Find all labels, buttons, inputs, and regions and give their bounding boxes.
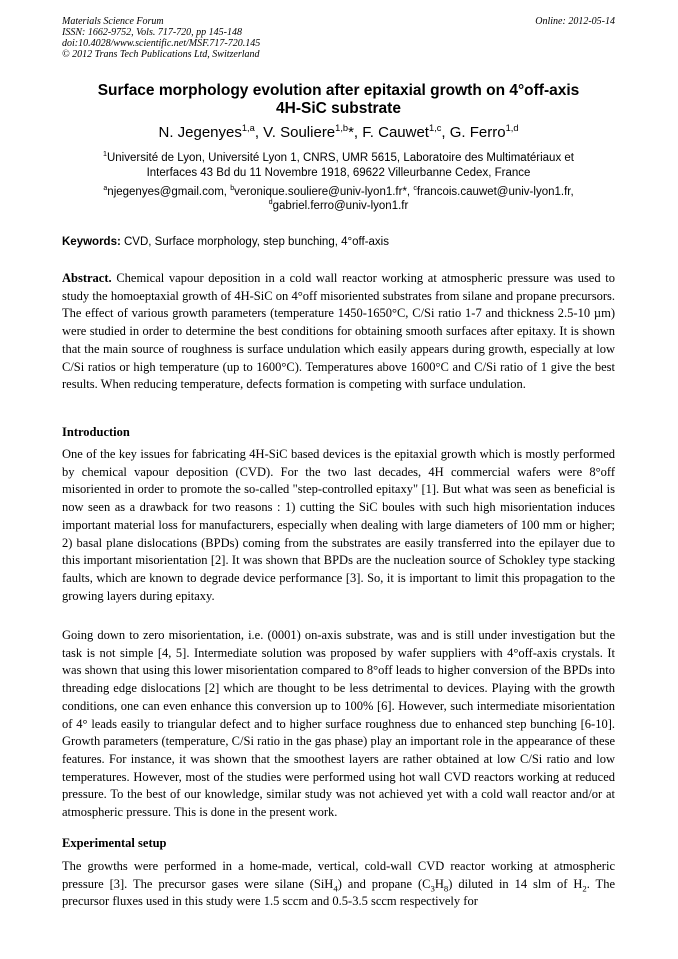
email-c[interactable]: francois.cauwet@univ-lyon1.fr,: [416, 186, 574, 198]
abstract-label: Abstract.: [62, 271, 117, 285]
doi-line: doi:10.4028/www.scientific.net/MSF.717-720.145: [62, 38, 261, 49]
paper-title: [62, 82, 615, 118]
keywords-text: CVD, Surface morphology, step bunching, 4°off-axis: [120, 236, 389, 248]
affiliation-number: 1: [103, 150, 107, 159]
email-a[interactable]: njegenyes@gmail.com,: [107, 186, 231, 198]
text-run: ) diluted in 14 slm of H: [448, 876, 583, 891]
section-heading-introduction: Introduction: [62, 425, 130, 439]
text-run: H: [434, 876, 444, 891]
subscript: 3: [430, 883, 435, 894]
subscript: 8: [443, 883, 449, 894]
paragraph: [62, 858, 615, 911]
corresponding-mark: *,: [348, 124, 363, 141]
email-d[interactable]: gabriel.ferro@univ-lyon1.fr: [272, 200, 409, 212]
author-2-affil: 1,b: [335, 123, 349, 133]
email-a-mark: a: [103, 184, 108, 193]
journal-header: [62, 16, 615, 60]
text-run: ) and propane (C: [337, 876, 431, 891]
title-line-2: 4H-SiC substrate: [276, 100, 401, 117]
subscript: 2: [582, 883, 587, 894]
email-d-mark: d: [268, 198, 273, 207]
keywords: [62, 235, 615, 249]
email-b[interactable]: veronique.souliere@univ-lyon1.fr*,: [234, 186, 414, 198]
online-date: Online: 2012-05-14: [535, 16, 615, 27]
text-run: . The precursor fluxes used in this study were 1.5 sccm and 0.5-3.5 sccm respectively for: [62, 876, 615, 909]
author-list: [62, 124, 615, 142]
issn-line: ISSN: 1662-9752, Vols. 717-720, pp 145-148: [62, 27, 242, 38]
abstract-text: Chemical vapour deposition in a cold wall reactor working at atmospheric pressure was used to study the homoeptaxial growth of 4H-SiC on 4°off misoriented substrates from silane and propane precursors. The effect of various growth parameters (temperature 1450-1650°C, C/Si ratio 1-7 and thickness 2.5-10 µm) were studied in order to determine the best conditions for obtaining smooth surfaces after epitaxy. It is shown that the main source of roughness is surface undulation which easily appears during growth, especially at low C/Si ratios or high temperature (up to 1600°C). Temperatures above 1600°C and C/Si ratio of 1 give the best results. When reducing temperature, defects formation is competing with surface undulation.: [62, 271, 616, 392]
author-4-affil: 1,d: [505, 123, 519, 133]
author-2: V. Souliere: [263, 124, 336, 141]
affiliation-line-2: Interfaces 43 Bd du 11 Novembre 1918, 69622 Villeurbanne Cedex, France: [146, 167, 531, 179]
affiliation-line-1: Université de Lyon, Université Lyon 1, CNRS, UMR 5615, Laboratoire des Multimatériaux et: [106, 152, 574, 164]
paragraph: Going down to zero misorientation, i.e. (0001) on-axis substrate, was and is still under investigation but the task is not simple [4, 5]. Intermediate solution was proposed by wafer suppliers with 4°off-axis crystals. It was shown that using this lower misorientation compared to 8°off leads to higher conversion of the BPDs into threading edge dislocations [2] which are thought to be less detrimental to devices. Playing with the growth conditions, one can even enhance this conversion up to 100% [6]. However, such intermediate misorientation of 4° leads easily to triangular defect and to higher surface roughness due to enhanced step bunching [6-10]. Growth parameters (temperature, C/Si ratio in the gas phase) play an important role in the appearance of these features. For instance, it was shown that the smoothest layers are rather obtained at low C/Si ratio and low temperatures. However, most of the studies were performed using hot wall CVD reactors working at reduced pressure. To the best of our knowledge, similar study was not achieved yet with a cold wall reactor and/or at atmospheric pressure. This is done in the present work.: [62, 628, 615, 820]
author-separator: ,: [254, 124, 264, 141]
email-c-mark: c: [413, 184, 417, 193]
copyright-line: © 2012 Trans Tech Publications Ltd, Switzerland: [62, 49, 260, 60]
author-1-affil: 1,a: [241, 123, 255, 133]
affiliation: [62, 151, 615, 181]
paragraph: One of the key issues for fabricating 4H-SiC based devices is the epitaxial growth which is mostly performed by chemical vapour deposition (CVD). For the two last decades, 4H commercial wafers were 8°off misoriented in order to promote the so-called "step-controlled epitaxy" [1]. But what was seen as beneficial is now seen as a drawback for two reasons : 1) cutting the SiC boules with such high misorientation induces important material loss for manufacturers, especially when dealing with large diameters of 100 mm or higher; 2) basal plane dislocations (BPDs) coming from the substrates are easily transferred into the epilayer due to this important misorientation [2]. It was shown that BPDs are the nucleation source of Schokley type stacking faults, which are known to degrade device performance [3]. So, it is important to limit this propagation to the growing layers during epitaxy.: [62, 447, 615, 603]
section-heading-experimental: Experimental setup: [62, 836, 167, 850]
author-separator: ,: [441, 124, 450, 141]
keywords-label: Keywords:: [62, 236, 121, 248]
text-run: The growths were performed in a home-made, vertical, cold-wall CVD reactor working at atmospheric pressure [3]. The precursor gases were silane (SiH: [62, 859, 615, 891]
subscript: 4: [333, 883, 338, 894]
author-3: F. Cauwet: [362, 124, 429, 141]
email-b-mark: b: [230, 184, 235, 193]
author-4: G. Ferro: [449, 124, 506, 141]
author-1: N. Jegenyes: [158, 124, 242, 141]
email-list: [62, 185, 615, 213]
abstract: [62, 270, 615, 394]
journal-name: Materials Science Forum: [62, 16, 164, 27]
author-3-affil: 1,c: [428, 123, 442, 133]
title-line-1: Surface morphology evolution after epitaxial growth on 4°off-axis: [97, 82, 580, 99]
